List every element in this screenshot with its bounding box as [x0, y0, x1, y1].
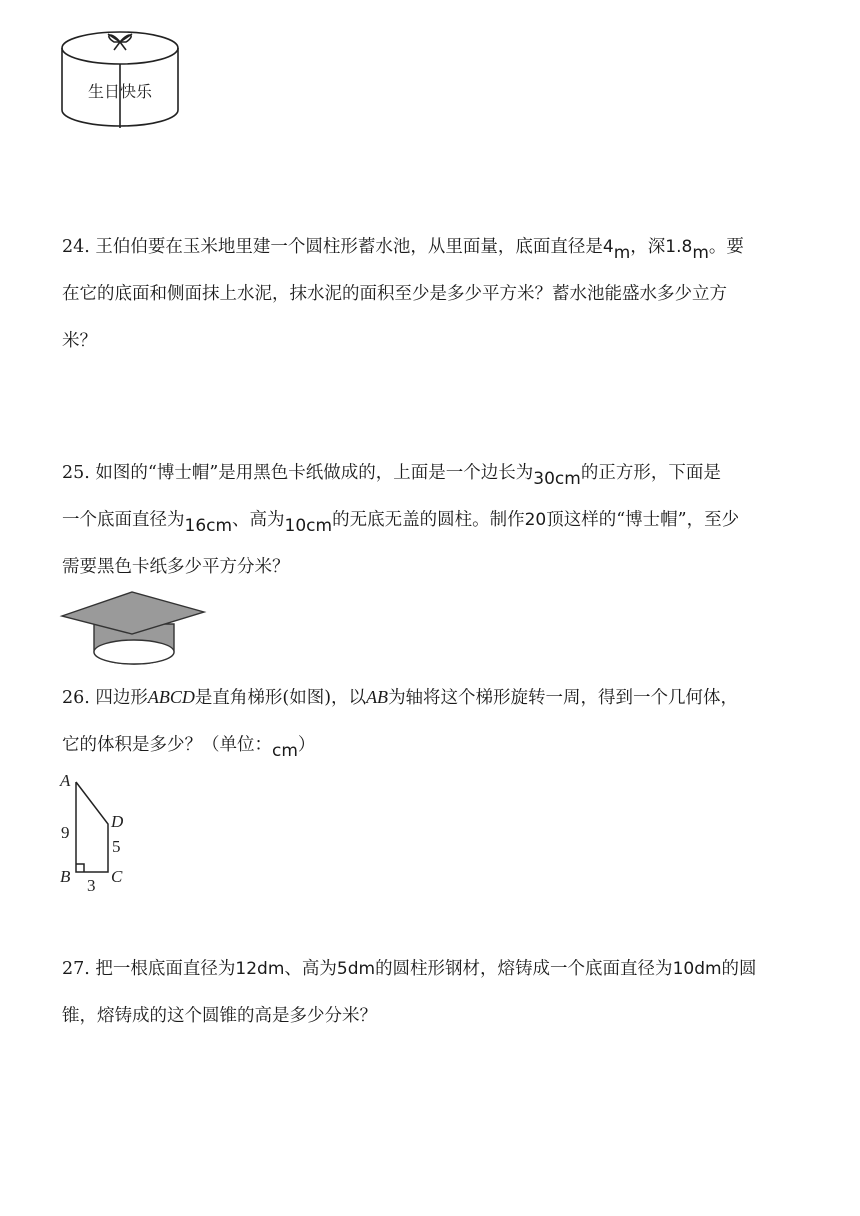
- q26-text: 它的体积是多少？（单位：: [62, 735, 272, 755]
- vertex-b-label: B: [60, 867, 71, 886]
- q27-cone-diameter: 10dm: [672, 959, 722, 979]
- trapezoid-figure: [56, 768, 146, 894]
- q24-diameter-value: 4: [602, 237, 614, 257]
- q26-axis-name: AB: [366, 687, 389, 707]
- q26-shape-name: ABCD: [147, 687, 195, 707]
- q27-text: 的圆: [721, 959, 757, 979]
- q24-line-1: [62, 224, 832, 271]
- vertex-a-label: A: [60, 771, 71, 790]
- q25-text: 顶这样的“博士帽”，至少: [546, 510, 740, 530]
- q27-cylinder-height: 5dm: [336, 959, 376, 979]
- q25-side-length: 30cm: [533, 469, 581, 489]
- question-27: [62, 946, 832, 1040]
- q25-text: 的正方形，下面是: [580, 463, 721, 483]
- q25-count: 20: [524, 510, 547, 530]
- q27-text: 的圆柱形钢材，熔铸成一个底面直径为: [375, 959, 673, 979]
- question-25: [62, 450, 832, 591]
- side-ab-label: 9: [61, 823, 70, 842]
- q25-height: 10cm: [284, 516, 333, 536]
- q24-text: 。要: [708, 237, 744, 257]
- q24-depth-value: 1.8: [665, 237, 693, 257]
- side-dc-label: 5: [112, 837, 121, 856]
- side-bc-label: 3: [87, 876, 96, 894]
- q26-line-1: [62, 674, 832, 722]
- q25-line-2: [62, 497, 832, 544]
- q24-line-2: 在它的底面和侧面抹上水泥，抹水泥的面积至少是多少平方米？蓄水池能盛水多少立方: [62, 284, 727, 304]
- doctor-hat-figure: [58, 588, 210, 670]
- q25-line-1: [62, 450, 832, 497]
- q25-line-3: 需要黑色卡纸多少平方分米？: [62, 557, 290, 577]
- q26-text: ）: [297, 735, 316, 755]
- q27-cylinder-diameter: 12dm: [235, 959, 285, 979]
- q26-unit: cm: [272, 741, 298, 761]
- birthday-cake-figure: [58, 22, 184, 132]
- vertex-d-label: D: [111, 812, 124, 831]
- question-24: [62, 224, 832, 365]
- q24-line-3: 米？: [62, 331, 97, 351]
- q25-diameter: 16cm: [184, 516, 233, 536]
- q27-line-2: 锥，熔铸成的这个圆锥的高是多少分米？: [62, 1006, 377, 1026]
- q26-text: 为轴将这个梯形旋转一周，得到一个几何体，: [388, 688, 739, 708]
- q26-line-2: [62, 722, 832, 769]
- q26-text: 26. 四边形: [62, 688, 148, 708]
- cake-label: 生日快乐: [87, 82, 153, 101]
- q25-text: 、高为: [232, 510, 285, 530]
- q25-text: 25. 如图的“博士帽”是用黑色卡纸做成的，上面是一个边长为: [62, 463, 534, 483]
- q27-line-1: [62, 946, 832, 993]
- q24-depth-unit: m: [692, 243, 709, 263]
- q27-text: 27. 把一根底面直径为: [62, 959, 236, 979]
- q25-text: 一个底面直径为: [62, 510, 185, 530]
- question-26: [62, 674, 832, 769]
- q26-text: 是直角梯形(如图)，以: [194, 688, 367, 708]
- q25-text: 的无底无盖的圆柱。制作: [332, 510, 525, 530]
- q24-diameter-unit: m: [613, 243, 631, 263]
- q24-text: 24. 王伯伯要在玉米地里建一个圆柱形蓄水池，从里面量，底面直径是: [62, 237, 603, 257]
- q24-text: ，深: [630, 237, 666, 257]
- q27-text: 、高为: [284, 959, 337, 979]
- vertex-c-label: C: [111, 867, 123, 886]
